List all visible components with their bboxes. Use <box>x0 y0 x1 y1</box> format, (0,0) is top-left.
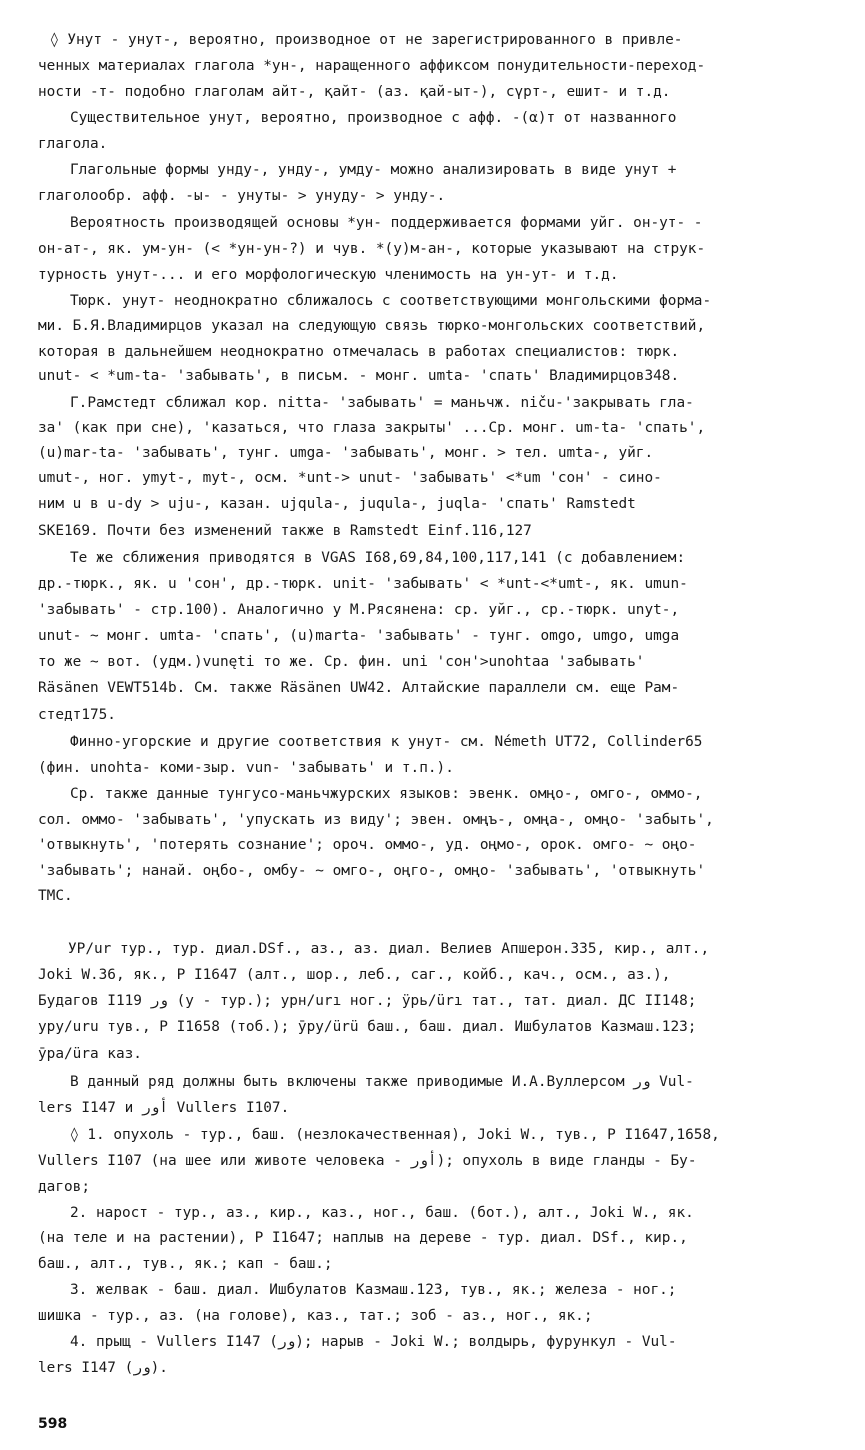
text-line: ТМС. <box>38 888 73 904</box>
text-line: Joki W.36, як., Р I1647 (алт., шор., леб., саг., койб., кач., осм., аз.), <box>38 967 671 983</box>
text-line: дагов; <box>38 1179 90 1195</box>
text-line: 2. нарост - тур., аз., кир., каз., ног., баш. (бот.), алт., Joki W., як. <box>70 1205 694 1221</box>
text-line: глаголообр. афф. -ы- - унуты- > унуду- > унду-. <box>38 188 446 204</box>
text-line: он-ат-, як. ум-ун- (< *ун-ун-?) и чув. *(у)м-ан-, которые указывают на струк- <box>38 241 706 257</box>
text-line: Ср. также данные тунгусо-маньчжурских языков: эвенк. омңо-, омго-, оммо-, <box>70 786 703 802</box>
text-line: др.-тюрк., як. u 'сон', др.-тюрк. unit- 'забывать' < *unt-<*umt-, як. umun- <box>38 576 688 592</box>
text-line: ◊ Унут - унут-, вероятно, производное от не зарегистрированного в привле- <box>50 32 683 48</box>
text-line: которая в дальнейшем неоднократно отмечалась в работах специалистов: тюрк. <box>38 344 680 360</box>
text-line: ◊ 1. опухоль - тур., баш. (незлокачественная), Joki W., тув., Р I1647,1658, <box>70 1127 720 1143</box>
text-line: Будагов I119 ﻭﺭ (у - тур.); урн/urı ног.; ӱрь/ürı тат., тат. диал. ДС II148; <box>38 993 697 1009</box>
text-line: баш., алт., тув., як.; кап - баш.; <box>38 1256 333 1272</box>
text-line: Vullers I107 (на шее или животе человека - ﺃﻭﺭ); опухоль в виде гланды - Бу- <box>38 1153 697 1169</box>
text-line: Существительное унут, вероятно, производное с афф. -(α)т от названного <box>70 110 677 126</box>
text-line: (на теле и на растении), Р I1647; наплыв на дереве - тур. диал. DSf., кир., <box>38 1230 688 1246</box>
text-line: ности -т- подобно глаголам айт-, қайт- (аз. қай-ыт-), сүрт-, ешит- и т.д. <box>38 84 671 100</box>
text-line: Г.Рамстедт сближал кор. nitta- 'забывать' = маньчж. niču-'закрывать гла- <box>70 395 694 411</box>
text-line: то же ~ вот. (удм.)vunęti то же. Ср. фин. uni 'сон'>unohtaa 'забывать' <box>38 654 645 670</box>
text-line: 'забывать'; нанай. оңбо-, омбу- ~ омго-, оңго-, омңо- 'забывать', 'отвыкнуть' <box>38 863 706 879</box>
text-line: unut- < *um-ta- 'забывать', в письм. - монг. umta- 'спать' Владимирцов348. <box>38 368 680 384</box>
text-line: (u)mar-ta- 'забывать', тунг. umga- 'забывать', монг. > тел. umta-, уйг. <box>38 445 654 461</box>
text-line: сол. оммо- 'забывать', 'упускать из виду'; эвен. омңъ-, омңа-, омңо- 'забыть', <box>38 812 714 828</box>
text-line: Вероятность производящей основы *ун- поддерживается формами уйг. он-ут- - <box>70 215 703 231</box>
text-line: шишка - тур., аз. (на голове), каз., тат.; зоб - аз., ног., як.; <box>38 1308 593 1324</box>
text-line: УР/ur тур., тур. диал.DSf., аз., аз. диал. Велиев Апшерон.335, кир., алт., <box>68 941 710 957</box>
text-line: В данный ряд должны быть включены также приводимые И.А.Вуллерсом ﻭﺭ Vul- <box>70 1074 694 1090</box>
text-line: ним u в u-dy > uju-, казан. ujqula-, juqula-, juqla- 'спать' Ramstedt <box>38 496 636 512</box>
text-line: 3. желвак - баш. диал. Ишбулатов Казмаш.123, тув., як.; железа - ног.; <box>70 1282 677 1298</box>
text-line: Те же сближения приводятся в VGAS I68,69,84,100,117,141 (с добавлением: <box>70 550 686 566</box>
text-line: lers I147 (ﻭﺭ). <box>38 1360 168 1376</box>
text-line: lers I147 и ﺃﻭﺭ Vullers I107. <box>38 1100 290 1116</box>
text-line: umut-, ног. ymyt-, myt-, осм. *unt-> unut- 'забывать' <*um 'сон' - сино- <box>38 470 662 486</box>
text-line: (фин. unohta- коми-зыр. vun- 'забывать' и т.п.). <box>38 760 454 776</box>
text-line: Тюрк. унут- неоднократно сближалось с соответствующими монгольскими форма- <box>70 293 712 309</box>
text-line: за' (как при сне), 'казаться, что глаза закрыты' ...Ср. монг. um-ta- 'спать', <box>38 420 706 436</box>
text-line: 4. прыщ - Vullers I147 (ﻭﺭ); нарыв - Joki W.; волдырь, фурункул - Vul- <box>70 1334 677 1350</box>
text-line: Räsänen VEWT514b. См. также Räsänen UW42. Алтайские параллели см. еще Рам- <box>38 680 680 696</box>
text-line: ми. Б.Я.Владимирцов указал на следующую связь тюрко-монгольских соответствий, <box>38 318 706 334</box>
page-number: 598 <box>38 1416 68 1432</box>
text-line: unut- ~ монг. umta- 'спать', (u)marta- 'забывать' - тунг. omgo, umgo, umga <box>38 628 680 644</box>
text-line: глагола. <box>38 136 108 152</box>
text-line: ӯра/üra каз. <box>38 1046 142 1062</box>
text-line: Финно-угорские и другие соответствия к унут- см. Németh UT72, Collinder65 <box>70 734 703 750</box>
text-line: 'отвыкнуть', 'потерять сознание'; ороч. оммо-, уд. оңмо-, орок. омго- ~ оңо- <box>38 837 697 853</box>
text-line: турность унут-... и его морфологическую членимость на ун-ут- и т.д. <box>38 267 619 283</box>
text-line: 'забывать' - стр.100). Аналогично у М.Рясянена: ср. уйг., ср.-тюрк. unyt-, <box>38 602 680 618</box>
text-line: уру/uru тув., Р I1658 (тоб.); ӯру/ürü баш., баш. диал. Ишбулатов Казмаш.123; <box>38 1019 697 1035</box>
text-line: ченных материалах глагола *ун-, наращенного аффиксом понудительности-переход- <box>38 58 706 74</box>
text-line: стедт175. <box>38 707 116 723</box>
text-line: SKE169. Почти без изменений также в Ramstedt Einf.116,127 <box>38 523 532 539</box>
text-line: Глагольные формы унду-, ундy-, умду- можно анализировать в виде унут + <box>70 162 677 178</box>
